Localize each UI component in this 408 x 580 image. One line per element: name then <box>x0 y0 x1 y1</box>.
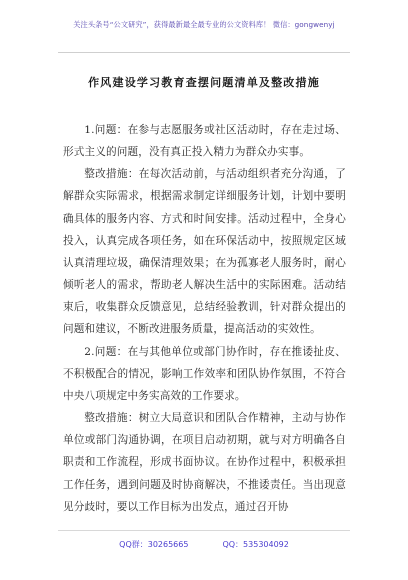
document-title: 作风建设学习教育查摆问题清单及整改措施 <box>88 76 320 89</box>
paragraph-measures-1: 整改措施：在每次活动前，与活动组织者充分沟通，了解群众实际需求，根据需求制定详细服务计划，计划中要明确具体的服务内容、方式和时间安排。活动过程中，全身心投入，认真完成各项任务，如在环保活动中，按照规定区域认真清理垃圾，确保清理效果；在为孤寡老人服务时，耐心倾听老人的需求，帮助老人解决生活中的实际困难。活动结束后，收集群众反馈意见，总结经验教训，针对群众提出的问题和建议，不断改进服务质量，提高活动的实效性。 <box>63 168 346 336</box>
paragraph-issue-2: 2.问题：在与其他单位或部门协作时，存在推诿扯皮、不积极配合的情况，影响工作效率和团队协作氛围，不符合中央八项规定中务实高效的工作要求。 <box>63 345 346 402</box>
document-body <box>63 119 346 518</box>
header-divider <box>58 52 350 53</box>
footer-contacts <box>0 539 408 550</box>
paragraph-issue-1: 1.问题：在参与志愿服务或社区活动时，存在走过场、形式主义的问题，没有真正投入精力为群众办实事。 <box>63 124 346 159</box>
header-notice: 关注头条号“公文研究”，获得最新最全最专业的公文资料库！ 微信：gongwenyj <box>73 20 335 29</box>
paragraph-measures-2: 整改措施：树立大局意识和团队合作精神，主动与协作单位或部门沟通协调，在项目启动初期，就与对方明确各自职责和工作流程，形成书面协议。在协作过程中，积极承担工作任务，遇到问题及时协商解决，不推诿责任。当出现意见分歧时，要以工作目标为出发点，通过召开协 <box>63 412 346 513</box>
footer-qq-number: QQ：535304092 <box>222 540 289 549</box>
footer-qq-group: QQ群：30265665 <box>119 540 189 549</box>
header-banner <box>0 0 408 58</box>
footer-divider <box>58 530 350 531</box>
